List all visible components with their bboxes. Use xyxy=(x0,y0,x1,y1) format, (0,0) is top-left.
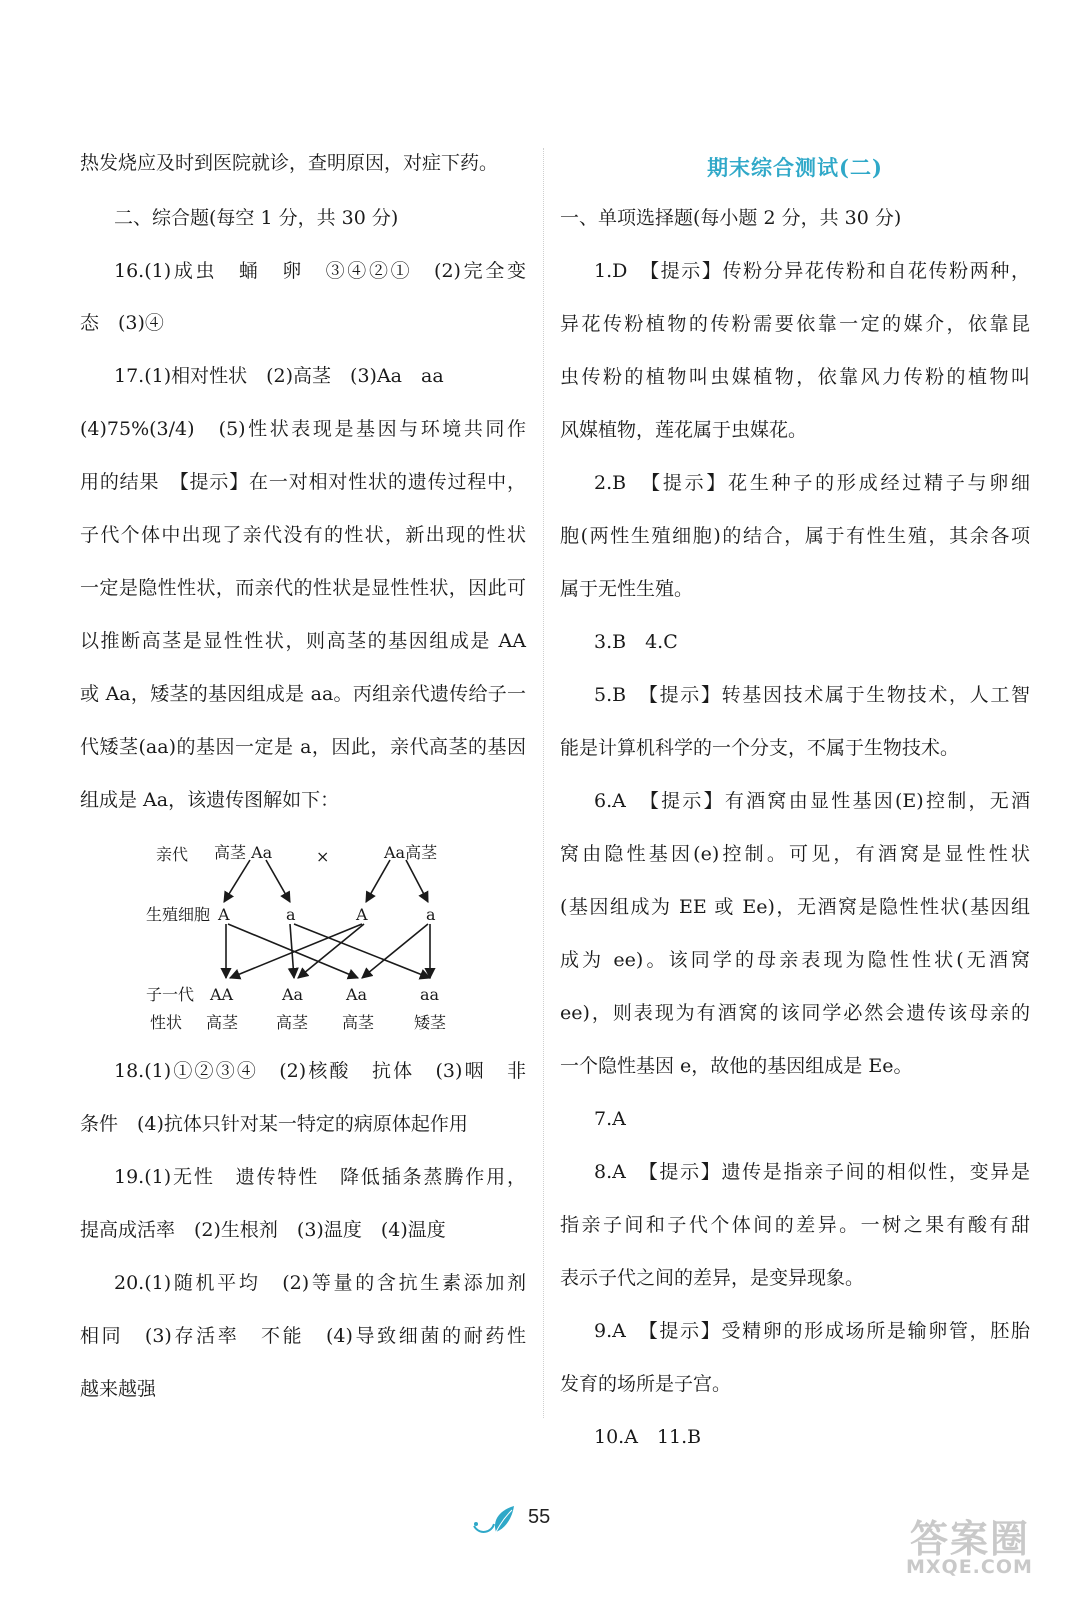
text-line: 虫传粉的植物叫虫媒植物，依靠风力传粉的植物叫 xyxy=(560,366,1030,388)
answer-7: 7.A xyxy=(594,1108,626,1130)
text-line: 属于无性生殖。 xyxy=(560,578,694,600)
cross-symbol: × xyxy=(316,847,330,866)
text-line: 条件 (4)抗体只针对某一特定的病原体起作用 xyxy=(80,1113,468,1135)
text-line: 或 Aa，矮茎的基因组成是 aa。丙组亲代遗传给子一 xyxy=(80,683,526,705)
text-line: 用的结果 【提示】在一对相对性状的遗传过程中， xyxy=(80,471,526,493)
column-divider xyxy=(543,148,544,1418)
offspring-trait: 矮茎 xyxy=(414,1013,447,1032)
arrow xyxy=(366,860,390,902)
text-line: 指亲子间和子代个体间的差异。一树之果有酸有甜 xyxy=(560,1214,1030,1236)
text-line: 发育的场所是子宫。 xyxy=(560,1373,732,1395)
text-line: 态 (3)④ xyxy=(80,312,164,334)
arrow xyxy=(266,860,290,902)
text-line: (4)75%(3/4) (5)性状表现是基因与环境共同作 xyxy=(80,418,526,440)
text-line: 以推断高茎是显性性状，则高茎的基因组成是 AA xyxy=(80,630,526,652)
trait-label: 性状 xyxy=(150,1013,183,1032)
parent-left: 高茎 Aa xyxy=(214,843,273,862)
text-line: 表示子代之间的差异，是变异现象。 xyxy=(560,1267,865,1289)
arrows xyxy=(224,860,430,978)
text-line: 异花传粉植物的传粉需要依靠一定的媒介，依靠昆 xyxy=(560,313,1030,335)
answer-5: 5.B 【提示】转基因技术属于生物技术，人工智 xyxy=(594,684,1030,706)
answer-8: 8.A 【提示】遗传是指亲子间的相似性，变异是 xyxy=(594,1161,1030,1183)
watermark-url: MXQE.COM xyxy=(906,1556,1033,1578)
offspring-genotype: AA xyxy=(210,985,234,1004)
text-line: 子代个体中出现了亲代没有的性状，新出现的性状 xyxy=(80,524,526,546)
text-line: 提高成活率 (2)生根剂 (3)温度 (4)温度 xyxy=(80,1219,446,1241)
text-line: 风媒植物，莲花属于虫媒花。 xyxy=(560,419,808,441)
offspring-genotype: aa xyxy=(420,985,440,1004)
section-heading: 二、综合题(每空 1 分，共 30 分) xyxy=(114,207,399,229)
arrow xyxy=(294,924,430,978)
offspring-trait: 高茎 xyxy=(276,1013,309,1032)
section-title: 期末综合测试(二) xyxy=(707,155,883,180)
watermark xyxy=(900,1508,1070,1588)
text-line: 越来越强 xyxy=(80,1378,157,1400)
text-line: 代矮茎(aa)的基因一定是 a，因此，亲代高茎的基因 xyxy=(80,736,526,758)
text-line: ee)，则表现为有酒窝的该同学必然会遗传该母亲的 xyxy=(560,1002,1030,1024)
text-line: 成为 ee)。该同学的母亲表现为隐性性状(无酒窝 xyxy=(560,949,1030,971)
answer-1: 1.D 【提示】传粉分异花传粉和自花传粉两种， xyxy=(594,260,1030,282)
text-line: 窝由隐性基因(e)控制。可见，有酒窝是显性性状 xyxy=(560,843,1030,865)
text-line: 胞(两性生殖细胞)的结合，属于有性生殖，其余各项 xyxy=(560,525,1030,547)
answer-16: 16.(1)成虫 蛹 卵 ③④②① (2)完全变 xyxy=(114,260,526,282)
offspring-genotype: Aa xyxy=(282,985,304,1004)
arrow xyxy=(362,924,428,978)
gamete-label: 生殖细胞 xyxy=(146,905,211,924)
arrow xyxy=(406,860,428,902)
arrow xyxy=(298,924,364,978)
page-number: 55 xyxy=(528,1506,551,1528)
text-line: 热发烧应及时到医院就诊，查明原因，对症下药。 xyxy=(80,152,499,174)
gamete: a xyxy=(286,905,296,924)
answer-20: 20.(1)随机平均 (2)等量的含抗生素添加剂 xyxy=(114,1272,526,1294)
text-line: 一个隐性基因 e，故他的基因组成是 Ee。 xyxy=(560,1055,913,1077)
answer-18: 18.(1)①②③④ (2)核酸 抗体 (3)咽 非 xyxy=(114,1060,526,1082)
gamete: A xyxy=(218,905,230,924)
answer-19: 19.(1)无性 遗传特性 降低插条蒸腾作用， xyxy=(114,1166,526,1188)
leaf-ornament-icon xyxy=(470,1502,520,1536)
genetic-cross-diagram xyxy=(80,838,526,1048)
offspring-label: 子一代 xyxy=(146,985,195,1004)
parent-label: 亲代 xyxy=(156,845,189,864)
parent-right: Aa高茎 xyxy=(384,843,438,862)
arrow xyxy=(230,924,362,978)
offspring-trait: 高茎 xyxy=(342,1013,375,1032)
answer-2: 2.B 【提示】花生种子的形成经过精子与卵细 xyxy=(594,472,1030,494)
gamete: a xyxy=(426,905,436,924)
text-line: 一定是隐性性状，而亲代的性状是显性性状，因此可 xyxy=(80,577,526,599)
answer-3-4: 3.B 4.C xyxy=(594,631,678,653)
arrow xyxy=(224,860,250,902)
offspring-trait: 高茎 xyxy=(206,1013,239,1032)
text-line: 能是计算机科学的一个分支，不属于生物技术。 xyxy=(560,737,960,759)
text-line: 组成是 Aa，该遗传图解如下： xyxy=(80,789,340,811)
answer-9: 9.A 【提示】受精卵的形成场所是输卵管，胚胎 xyxy=(594,1320,1030,1342)
answer-10-11: 10.A 11.B xyxy=(594,1426,702,1448)
text-line: (基因组成为 EE 或 Ee)，无酒窝是隐性性状(基因组 xyxy=(560,896,1030,918)
section-heading: 一、单项选择题(每小题 2 分，共 30 分) xyxy=(560,207,902,229)
answer-17: 17.(1)相对性状 (2)高茎 (3)Aa aa xyxy=(114,365,444,387)
watermark-logo: 答案圈 xyxy=(910,1517,1031,1561)
offspring-genotype: Aa xyxy=(346,985,368,1004)
text-line: 相同 (3)存活率 不能 (4)导致细菌的耐药性 xyxy=(80,1325,526,1347)
answer-6: 6.A 【提示】有酒窝由显性基因(E)控制，无酒 xyxy=(594,790,1030,812)
gamete: A xyxy=(356,905,368,924)
